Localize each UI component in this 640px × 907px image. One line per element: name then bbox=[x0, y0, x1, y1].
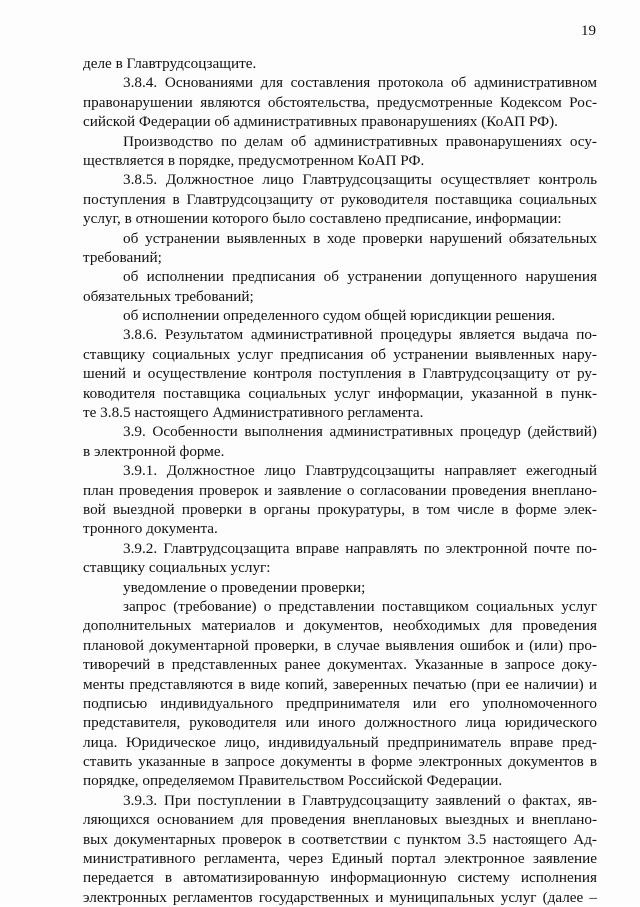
text-line: тиворечий в представленных ранее документах. Указанные в запросе доку- bbox=[83, 656, 597, 674]
text-line: министративного регламента, через Единый портал электронное заявление bbox=[83, 850, 597, 868]
text-line: услуг, в отношении которого было составлено предписание, информации: bbox=[83, 210, 562, 228]
text-line: сийской Федерации об административных правонарушениях (КоАП РФ). bbox=[83, 113, 558, 131]
text-line: в электронной форме. bbox=[83, 442, 225, 460]
text-line: электронных регламентов государственных и муниципальных услуг (далее – bbox=[83, 888, 597, 906]
text-line: план проведения проверок и заявление о согласовании проведения внеплано- bbox=[83, 481, 597, 499]
text-line: 3.9. Особенности выполнения административных процедур (действий) bbox=[123, 423, 597, 441]
text-line: ставщику социальных услуг предписания об устранении выявленных нару- bbox=[83, 345, 597, 363]
text-line: ководителя поставщика социальных услуг информации, указанной в пунк- bbox=[83, 384, 597, 402]
text-line: об устранении выявленных в ходе проверки нарушений обязательных bbox=[123, 229, 597, 247]
text-line: лица. Юридическое лицо, индивидуальный предприниматель вправе пред- bbox=[83, 733, 597, 751]
text-line: деле в Главтрудсоцзащите. bbox=[83, 55, 257, 72]
text-line: передается в автоматизированную информационную систему исполнения bbox=[83, 869, 597, 887]
text-line: 3.9.3. При поступлении в Главтрудсоцзащиту заявлений о фактах, яв- bbox=[123, 791, 597, 809]
text-line: обязательных требований; bbox=[83, 287, 254, 305]
text-line: ставщику социальных услуг: bbox=[83, 559, 271, 577]
text-line: 3.8.4. Основаниями для составления протокола об административном bbox=[123, 74, 597, 92]
text-line: те 3.8.5 настоящего Административного регламента. bbox=[83, 404, 424, 422]
text-line: дополнительных материалов и документов, необходимых для проведения bbox=[83, 617, 597, 635]
text-line: ществляется в порядке, предусмотренном КоАП РФ. bbox=[83, 151, 425, 169]
text-line: уведомление о проведении проверки; bbox=[123, 578, 366, 596]
text-line: менты представляются в виде копий, заверенных печатью (при ее наличии) и bbox=[83, 675, 597, 693]
text-line: плановой документарной проверки, в случае выявления ошибок и (или) про- bbox=[83, 636, 597, 654]
text-line: поступления в Главтрудсоцзащиту от руководителя поставщика социальных bbox=[83, 190, 597, 208]
document-body bbox=[83, 54, 597, 907]
page-number: 19 bbox=[581, 23, 596, 39]
text-line: подписью индивидуального предпринимателя или его уполномоченного bbox=[83, 694, 597, 712]
text-line: Производство по делам об административных правонарушениях осу- bbox=[123, 132, 597, 150]
text-line: вой выездной проверки в органы прокуратуры, в том числе в форме элек- bbox=[83, 500, 597, 518]
text-line: 3.9.2. Главтрудсоцзащита вправе направлять по электронной почте по- bbox=[123, 539, 597, 557]
text-line: 3.8.6. Результатом административной процедуры является выдача по- bbox=[123, 326, 597, 344]
text-line: запрос (требование) о представлении поставщиком социальных услуг bbox=[123, 597, 597, 615]
text-line: вых документарных проверок в соответствии с пунктом 3.5 настоящего Ад- bbox=[83, 830, 597, 848]
text-line: 3.8.5. Должностное лицо Главтрудсоцзащиты осуществляет контроль bbox=[123, 171, 597, 189]
text-line: ляющихся основанием для проведения внеплановых выездных и внеплано- bbox=[83, 811, 597, 829]
text-line: 3.9.1. Должностное лицо Главтрудсоцзащиты направляет ежегодный bbox=[123, 462, 597, 480]
text-line: тронного документа. bbox=[83, 520, 218, 538]
text-line: правонарушении являются обстоятельства, предусмотренные Кодексом Рос- bbox=[83, 93, 597, 111]
text-line: об исполнении предписания об устранении допущенного нарушения bbox=[123, 268, 597, 286]
text-line: требований; bbox=[83, 248, 162, 266]
text-line: порядке, определяемом Правительством Российской Федерации. bbox=[83, 772, 503, 790]
text-line: об исполнении определенного судом общей юрисдикции решения. bbox=[123, 307, 556, 325]
text-line: ставить указанные в запросе документы в форме электронных документов в bbox=[83, 753, 597, 771]
text-line: шений и осуществление контроля поступления в Главтрудсоцзащиту от ру- bbox=[83, 365, 597, 383]
text-line: представителя, руководителя или иного должностного лица юридического bbox=[83, 714, 597, 732]
